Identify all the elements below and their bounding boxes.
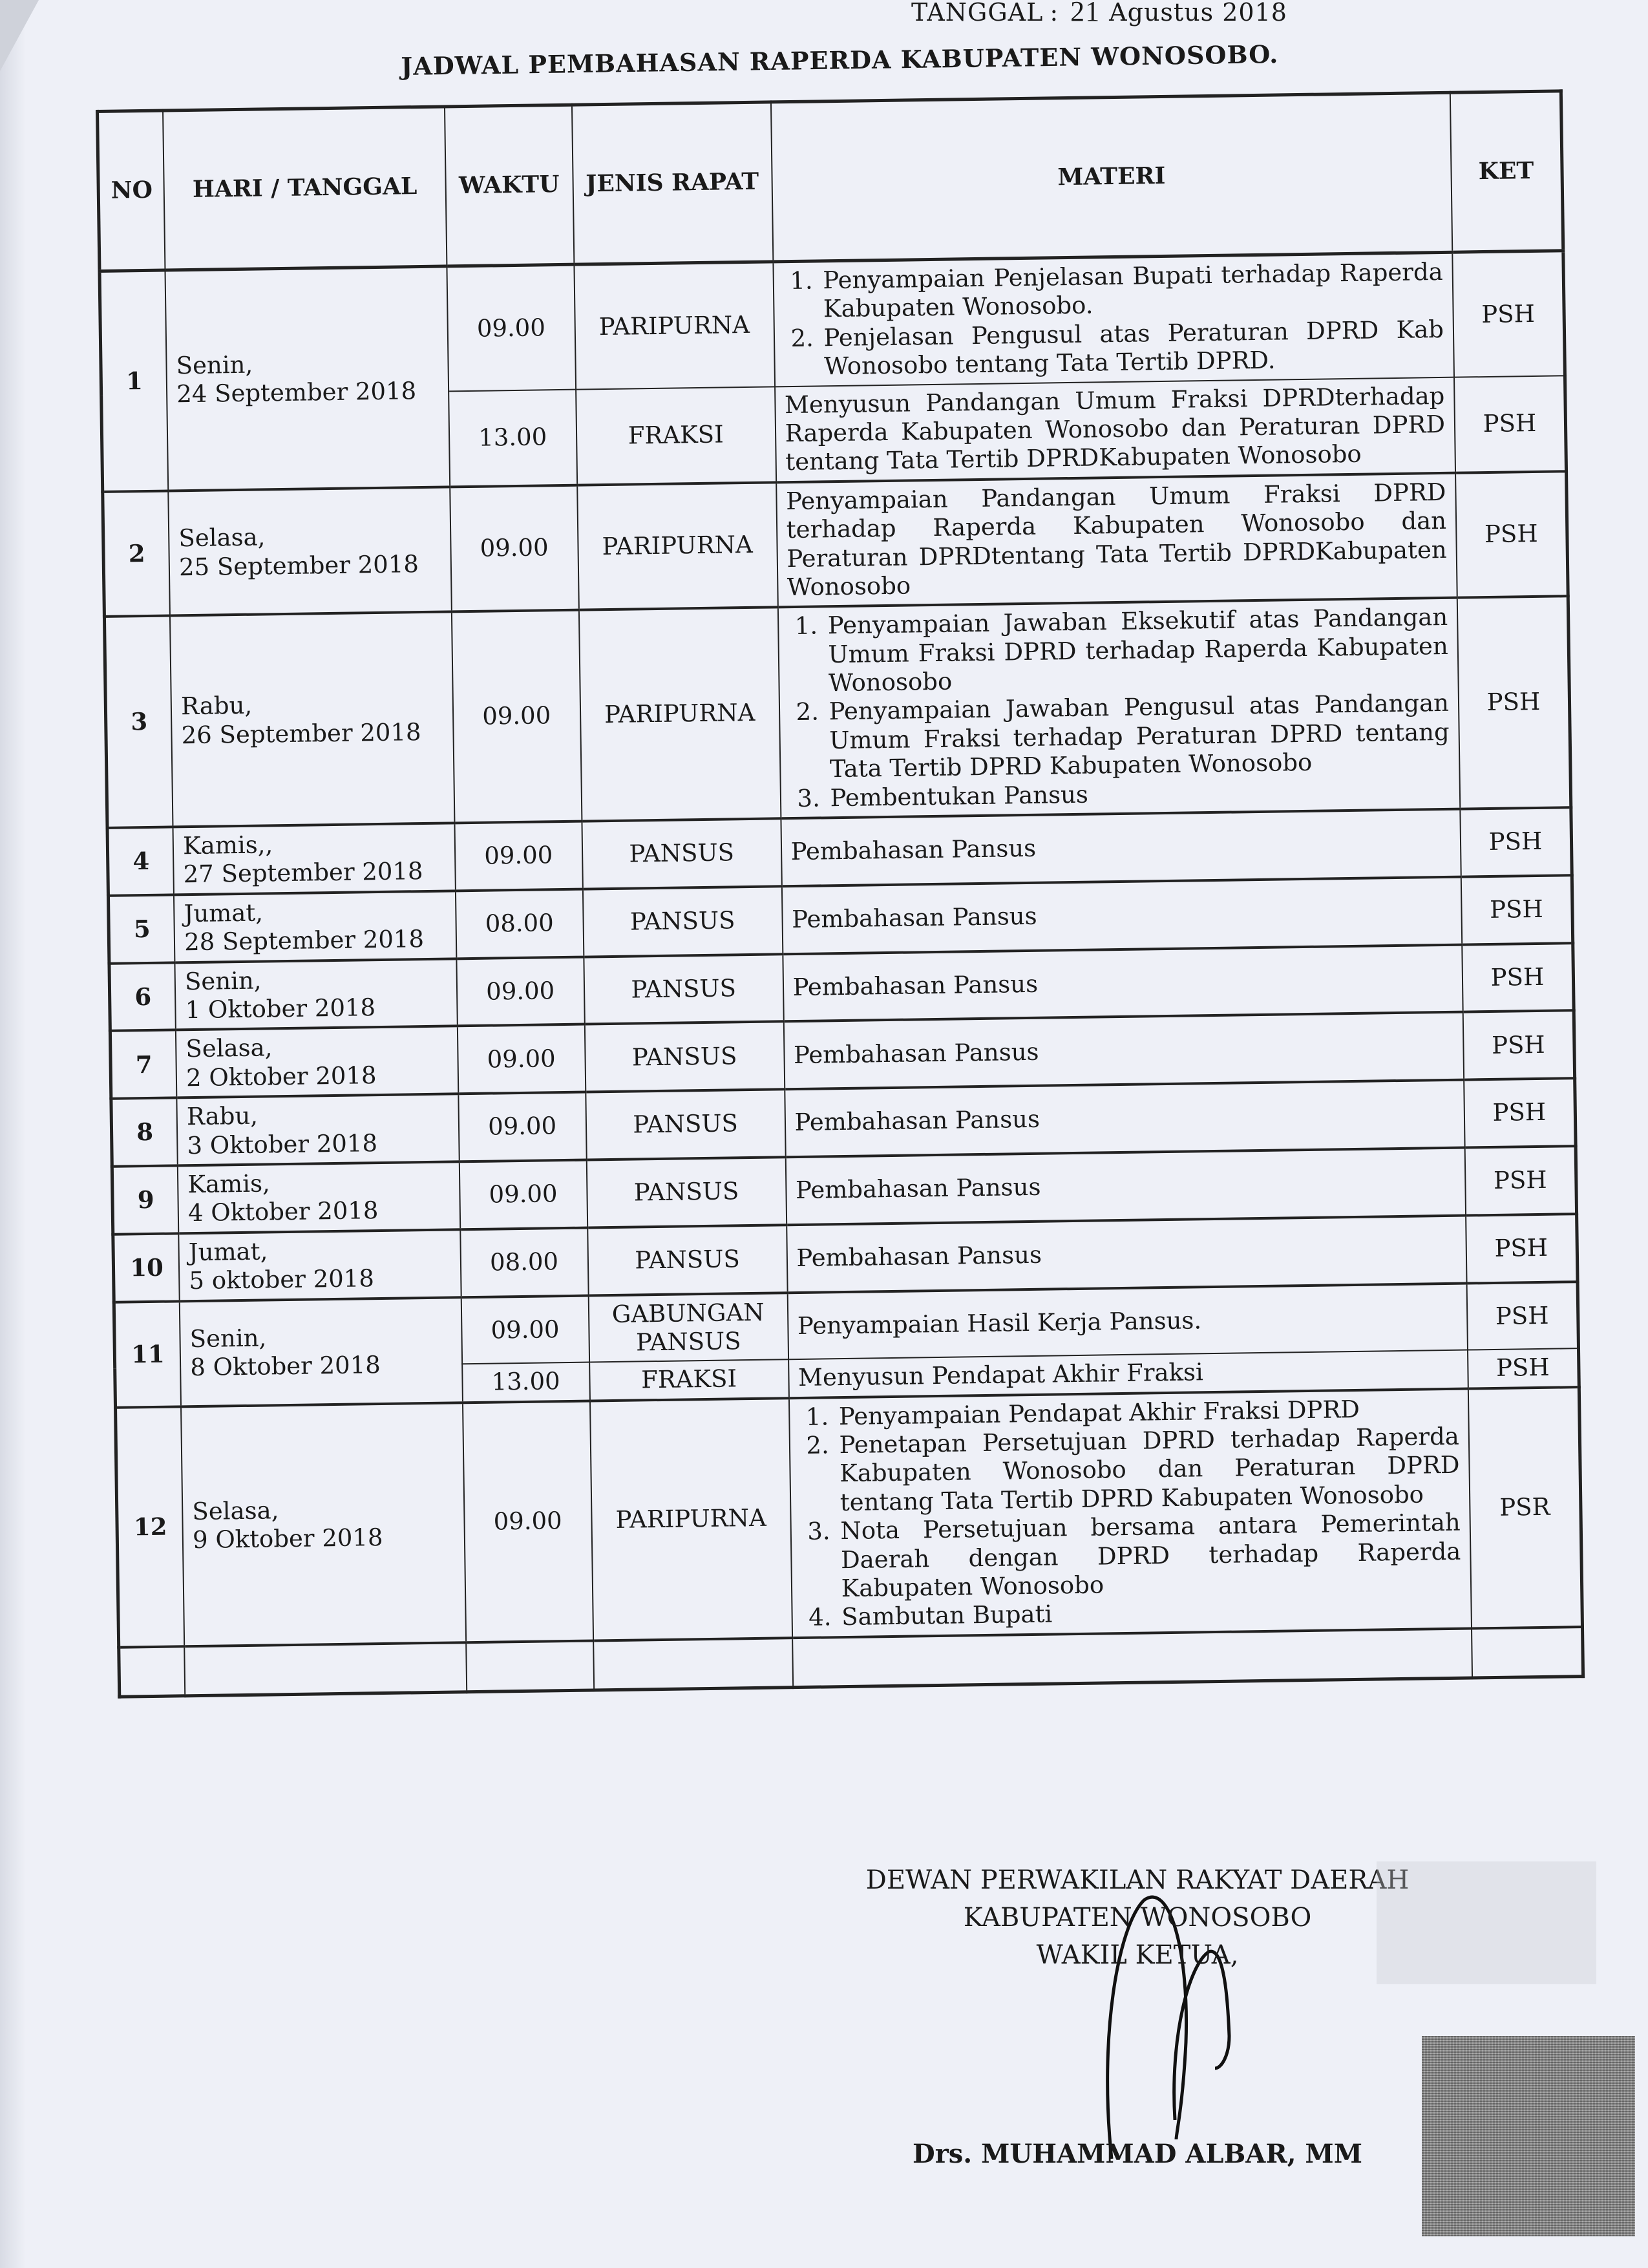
row-number: 7 [110, 1030, 176, 1099]
date-value: 1 Oktober 2018 [185, 993, 376, 1024]
meeting-type-cell: PARIPURNA [590, 1398, 792, 1640]
date-value: 28 September 2018 [184, 925, 425, 957]
date-cell [178, 1229, 461, 1301]
materi-item: 4. Sambutan Bupati [839, 1595, 1462, 1632]
day-name: Selasa, [178, 523, 266, 553]
table-row [104, 597, 1570, 828]
document-title: JADWAL PEMBAHASAN RAPERDA KABUPATEN WONOSOBO. [401, 39, 1279, 81]
day-name: Jumat, [188, 1237, 268, 1266]
meeting-type-cell: PARIPURNA [574, 262, 775, 389]
date-cell [174, 891, 456, 962]
materi-list [788, 603, 1451, 813]
header-type: JENIS RAPAT [572, 102, 773, 264]
meeting-type-cell: PARIPURNA [579, 608, 781, 821]
signer-position: WAKIL KETUA, [1036, 1940, 1239, 1970]
time-cell: 08.00 [460, 1227, 588, 1297]
materi-cell: Pembahasan Pansus [781, 809, 1461, 886]
ket-cell: PSH [1460, 807, 1572, 876]
row-number: 11 [114, 1301, 181, 1408]
day-name: Selasa, [192, 1496, 279, 1525]
day-name: Jumat, [184, 898, 264, 928]
empty-cell [593, 1638, 793, 1690]
schedule-table [96, 89, 1585, 1698]
time-cell: 09.00 [456, 957, 584, 1026]
empty-cell [1472, 1627, 1583, 1678]
ket-cell: PSH [1468, 1348, 1579, 1388]
materi-list [783, 258, 1444, 382]
header-materi: MATERI [771, 92, 1453, 262]
date-cell [181, 1403, 466, 1646]
ket-cell: PSH [1452, 251, 1565, 377]
date-day: 21 [1070, 0, 1101, 27]
date-value: 2 Oktober 2018 [185, 1061, 377, 1092]
time-cell: 13.00 [449, 389, 577, 487]
time-cell: 09.00 [458, 1092, 586, 1162]
row-number: 5 [108, 895, 174, 963]
institution-line-1: DEWAN PERWAKILAN RAKYAT DAERAH [865, 1865, 1410, 1895]
time-cell: 08.00 [456, 889, 584, 959]
materi-item: 1. Penyampaian Penjelasan Bupati terhadap Raperda Kabupaten Wonosobo. [820, 258, 1444, 324]
materi-cell: Pembahasan Pansus [781, 876, 1462, 953]
ket-cell: PSH [1466, 1214, 1578, 1283]
table-header-row [98, 91, 1563, 271]
materi-cell: Penyampaian Hasil Kerja Pansus. [787, 1283, 1468, 1359]
meeting-type-cell: PANSUS [584, 1022, 784, 1092]
row-number: 2 [103, 491, 170, 617]
day-name: Rabu, [180, 691, 253, 721]
time-cell: 09.00 [461, 1295, 589, 1364]
time-cell: 09.00 [457, 1024, 585, 1094]
faint-bleedthrough-mark [1377, 1861, 1596, 1984]
ket-cell: PSH [1463, 1011, 1575, 1080]
ket-cell: PSH [1457, 597, 1571, 809]
page-edge-shadow [0, 0, 26, 2268]
materi-cell: Menyusun Pendapat Akhir Fraksi [788, 1350, 1468, 1398]
date-value: 3 Oktober 2018 [187, 1129, 378, 1160]
materi-cell: Pembahasan Pansus [783, 1012, 1464, 1089]
ket-cell: PSH [1465, 1146, 1577, 1215]
date-value: 4 Oktober 2018 [187, 1196, 379, 1227]
materi-cell: Pembahasan Pansus [783, 944, 1463, 1021]
redacted-stamp-area [1422, 2036, 1635, 2236]
date-value: 26 September 2018 [181, 717, 421, 749]
row-number: 1 [100, 270, 168, 492]
date-value: 5 oktober 2018 [189, 1264, 375, 1295]
materi-item: 2. Penyampaian Jawaban Pengusul atas Pandangan Umum Fraksi terhadap Peraturan DPRD tentang Tata Tertib DPRD Kabupaten Wonosobo [826, 689, 1450, 784]
time-cell: 13.00 [462, 1362, 590, 1403]
date-value: 8 Oktober 2018 [190, 1351, 381, 1382]
day-name: Senin, [189, 1324, 267, 1353]
table-row [103, 471, 1568, 617]
ket-cell: PSH [1462, 943, 1574, 1012]
meeting-type-cell: FRAKSI [576, 387, 776, 485]
meeting-type-cell: PANSUS [582, 818, 781, 889]
table-body [100, 251, 1583, 1697]
date-cell [165, 266, 450, 491]
time-cell: 09.00 [447, 264, 576, 391]
ket-cell: PSH [1455, 471, 1568, 598]
empty-cell [119, 1646, 185, 1697]
materi-item: 2. Penjelasan Pengusul atas Peraturan DPRD Kab Wonosobo tentang Tata Tertib DPRD. [821, 315, 1444, 381]
ket-cell: PSH [1464, 1078, 1576, 1147]
date-label: TANGGAL [911, 0, 1044, 26]
empty-cell [184, 1642, 466, 1696]
date-cell [180, 1297, 463, 1406]
materi-item: 1. Penyampaian Pendapat Akhir Fraksi DPRD [836, 1394, 1459, 1431]
date-cell [168, 487, 451, 616]
day-name: Kamis,, [182, 831, 273, 860]
header-no: NO [98, 111, 165, 271]
date-value: 25 September 2018 [178, 549, 419, 581]
meeting-type-cell: GABUNGAN PANSUS [588, 1293, 788, 1362]
signature-block [814, 1861, 1461, 2173]
table-row [116, 1387, 1583, 1648]
row-number: 3 [104, 616, 173, 828]
meeting-type-cell: PANSUS [586, 1157, 786, 1227]
date-cell [173, 823, 456, 895]
meeting-type-cell: FRAKSI [589, 1360, 789, 1401]
materi-item: 3. Nota Persetujuan bersama antara Pemerintah Daerah dengan DPRD terhadap Raperda Kabupaten Wonosobo [838, 1509, 1461, 1604]
empty-cell [792, 1628, 1472, 1687]
empty-cell [466, 1640, 594, 1691]
meeting-type-cell: PARIPURNA [577, 482, 778, 610]
day-name: Senin, [176, 350, 253, 380]
row-number: 9 [112, 1165, 178, 1234]
signer-name: Drs. MUHAMMAD ALBAR, MM [913, 2139, 1362, 2169]
day-name: Senin, [184, 966, 262, 995]
date-cell [177, 1094, 460, 1165]
ket-cell: PSH [1467, 1282, 1579, 1350]
schedule-table-container [96, 89, 1585, 1698]
header-ket: KET [1450, 91, 1563, 252]
header-date: HARI / TANGGAL [163, 107, 447, 270]
time-cell: 09.00 [459, 1160, 587, 1229]
row-number: 10 [113, 1233, 180, 1302]
date-cell [170, 612, 454, 827]
date-cell [175, 959, 458, 1030]
row-number: 8 [111, 1098, 178, 1167]
page-corner-fold [0, 0, 39, 71]
date-month-year: Agustus 2018 [1109, 0, 1287, 26]
ket-cell: PSH [1454, 376, 1567, 473]
materi-cell: Penyampaian Pandangan Umum Fraksi DPRD terhadap Raperda Kabupaten Wonosobo dan Peraturan DPRDtentang Tata Tertib DPRDKabupaten Wonosobo [776, 472, 1457, 607]
materi-cell: Pembahasan Pansus [787, 1215, 1467, 1292]
ket-cell: PSR [1468, 1387, 1583, 1628]
materi-cell [773, 252, 1454, 387]
meeting-type-cell: PANSUS [587, 1225, 787, 1295]
institution-line-2: KABUPATEN WONOSOBO [963, 1903, 1312, 1933]
meeting-type-cell: PANSUS [586, 1089, 785, 1160]
header-time: WAKTU [445, 105, 574, 266]
date-value: 27 September 2018 [183, 857, 423, 889]
date-cell [178, 1161, 460, 1233]
header-date [911, 0, 1287, 28]
time-cell: 09.00 [463, 1401, 593, 1642]
time-cell: 09.00 [451, 610, 582, 823]
materi-cell [789, 1388, 1472, 1638]
materi-cell: Pembahasan Pansus [785, 1080, 1465, 1157]
materi-cell: Menyusun Pandangan Umum Fraksi DPRDterhadap Raperda Kabupaten Wonosobo dan Peraturan DPRD tentang Tata Tertib DPRDKabupaten Wonosobo [775, 377, 1455, 482]
ket-cell: PSH [1461, 875, 1573, 944]
time-cell: 09.00 [454, 821, 582, 891]
meeting-type-cell: PANSUS [584, 954, 783, 1024]
day-name: Rabu, [186, 1101, 259, 1131]
materi-list [799, 1394, 1462, 1632]
day-name: Selasa, [185, 1033, 273, 1063]
row-number: 6 [109, 962, 176, 1031]
time-cell: 09.00 [450, 485, 579, 611]
date-cell [176, 1026, 458, 1098]
materi-cell [777, 598, 1460, 818]
meeting-type-cell: PANSUS [583, 886, 783, 957]
row-number: 12 [116, 1406, 185, 1648]
materi-item: 2. Penetapan Persetujuan DPRD terhadap Raperda Kabupaten Wonosobo dan Peraturan DPRD tentang Tata Tertib DPRD Kabupaten Wonosobo [836, 1423, 1460, 1518]
date-value: 24 September 2018 [176, 377, 417, 408]
materi-item: 3. Pembentukan Pansus [827, 775, 1450, 812]
materi-cell: Pembahasan Pansus [785, 1148, 1466, 1225]
row-number: 4 [107, 827, 174, 895]
day-name: Kamis, [187, 1169, 271, 1199]
date-colon: : [1050, 0, 1059, 26]
materi-item: 1. Penyampaian Jawaban Eksekutif atas Pandangan Umum Fraksi DPRD terhadap Raperda Kabupaten Wonosobo [825, 603, 1449, 698]
table-row [100, 251, 1565, 396]
date-value: 9 Oktober 2018 [192, 1523, 383, 1554]
